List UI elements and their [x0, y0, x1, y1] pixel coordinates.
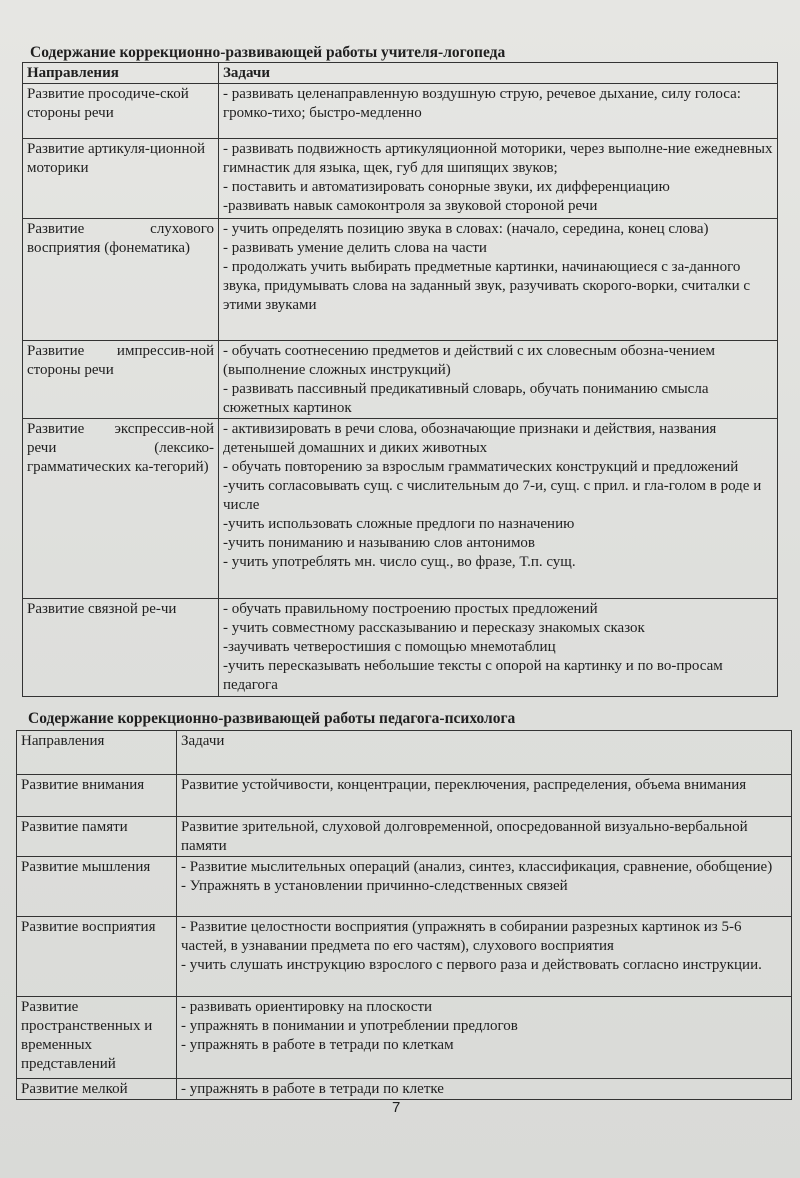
task-item: -заучивать четверостишия с помощью мнемотаблиц: [223, 639, 556, 655]
column-header-tasks: Задачи: [177, 731, 792, 775]
tasks-cell: [219, 341, 778, 419]
task-item: -учить согласовывать сущ. с числительным до 7-и, сущ. с прил. и гла-голом в роде и числе: [223, 478, 762, 513]
tasks-cell: [177, 917, 792, 997]
tasks-cell: [177, 997, 792, 1079]
task-item: - упражнять в работе в тетради по клетке: [181, 1081, 444, 1097]
page-number: 7: [392, 1099, 401, 1116]
task-item: - поставить и автоматизировать сонорные звуки, их дифференциацию: [223, 179, 670, 195]
table-header-row: [17, 731, 792, 775]
table-row: [17, 857, 792, 917]
table-row: [23, 599, 778, 697]
direction-cell: Развитие экспрессив-ной речи (лексико-грамматических ка-тегорий): [23, 419, 219, 599]
tasks-cell: [219, 219, 778, 341]
task-item: - развивать целенаправленную воздушную струю, речевое дыхание, силу голоса: громко-тихо; быстро-медленно: [223, 86, 741, 121]
direction-cell: Развитие связной ре-чи: [23, 599, 219, 697]
logoped-section-title: Содержание коррекционно-развивающей работы учителя-логопеда: [30, 44, 506, 61]
column-header-tasks: Задачи: [219, 63, 778, 84]
task-item: - Развитие целостности восприятия (упражнять в собирании разрезных картинок из 5-6 частей, в узнавании предмета по его частям), слухового восприятия: [181, 919, 742, 954]
table-row: [23, 84, 778, 139]
direction-cell: Развитие мышления: [17, 857, 177, 917]
direction-cell: Развитие слухового восприятия (фонематика): [23, 219, 219, 341]
tasks-cell: [177, 1079, 792, 1100]
task-item: - активизировать в речи слова, обозначающие признаки и действия, названия детенышей домашних и диких животных: [223, 421, 717, 456]
table-row: [17, 917, 792, 997]
task-item: - упражнять в работе в тетради по клеткам: [181, 1037, 454, 1053]
task-item: Развитие устойчивости, концентрации, переключения, распределения, объема внимания: [181, 777, 747, 793]
task-item: Развитие зрительной, слуховой долговременной, опосредованной визуально-вербальной памяти: [181, 819, 748, 854]
task-item: - развивать пассивный предикативный словарь, обучать пониманию смысла сюжетных картинок: [223, 381, 709, 416]
task-item: -развивать навык самоконтроля за звуковой стороной речи: [223, 198, 598, 214]
table-row: [23, 219, 778, 341]
task-item: - Развитие мыслительных операций (анализ, синтез, классификация, сравнение, обобщение): [181, 859, 773, 875]
task-item: - обучать повторению за взрослым грамматических конструкций и предложений: [223, 459, 739, 475]
task-item: - Упражнять в установлении причинно-следственных связей: [181, 878, 568, 894]
direction-cell: Развитие артикуля-ционной моторики: [23, 139, 219, 219]
task-item: - обучать соотнесению предметов и действий с их словесным обозна-чением (выполнение сложных инструкций): [223, 343, 716, 378]
task-item: - учить употреблять мн. число сущ., во фразе, Т.п. сущ.: [223, 554, 576, 570]
direction-cell: Развитие мелкой: [17, 1079, 177, 1100]
direction-cell: Развитие просодиче-ской стороны речи: [23, 84, 219, 139]
tasks-cell: [177, 817, 792, 857]
tasks-cell: [219, 599, 778, 697]
task-item: -учить пониманию и называнию слов антонимов: [223, 535, 536, 551]
table-row: [17, 775, 792, 817]
column-header-directions: Направления: [23, 63, 219, 84]
table-row: [17, 997, 792, 1079]
direction-cell: Развитие памяти: [17, 817, 177, 857]
logoped-table: [22, 62, 778, 697]
table-row: [17, 817, 792, 857]
task-item: - продолжать учить выбирать предметные картинки, начинающиеся с за-данного звука, придумывать слова на заданный звук, разучивать скорого-ворки, считалки с этими звуками: [223, 259, 751, 313]
table-row: [23, 341, 778, 419]
task-item: -учить использовать сложные предлоги по назначению: [223, 516, 575, 532]
task-item: - развивать умение делить слова на части: [223, 240, 487, 256]
direction-cell: Развитие импрессив-ной стороны речи: [23, 341, 219, 419]
tasks-cell: [219, 139, 778, 219]
table-header-row: [23, 63, 778, 84]
task-item: - учить совместному рассказыванию и пересказу знакомых сказок: [223, 620, 645, 636]
direction-cell: Развитие пространственных и временных представлений: [17, 997, 177, 1079]
task-item: - учить определять позицию звука в словах: (начало, середина, конец слова): [223, 221, 709, 237]
column-header-directions: Направления: [17, 731, 177, 775]
task-item: - развивать подвижность артикуляционной моторики, через выполне-ние ежедневных гимнастик для языка, щек, губ для шипящих звуков;: [223, 141, 773, 176]
psychologist-section-title: Содержание коррекционно-развивающей работы педагога-психолога: [28, 710, 516, 727]
tasks-cell: [177, 775, 792, 817]
tasks-cell: [219, 419, 778, 599]
direction-cell: Развитие внимания: [17, 775, 177, 817]
table-row: [17, 1079, 792, 1100]
table-row: [23, 139, 778, 219]
task-item: -учить пересказывать небольшие тексты с опорой на картинку и по во-просам педагога: [223, 658, 723, 693]
task-item: - упражнять в понимании и употреблении предлогов: [181, 1018, 518, 1034]
psychologist-table: [16, 730, 792, 1100]
direction-cell: Развитие восприятия: [17, 917, 177, 997]
task-item: - обучать правильному построению простых предложений: [223, 601, 598, 617]
task-item: - учить слушать инструкцию взрослого с первого раза и действовать согласно инструкции.: [181, 957, 762, 973]
task-item: - развивать ориентировку на плоскости: [181, 999, 433, 1015]
tasks-cell: [177, 857, 792, 917]
table-row: [23, 419, 778, 599]
tasks-cell: [219, 84, 778, 139]
